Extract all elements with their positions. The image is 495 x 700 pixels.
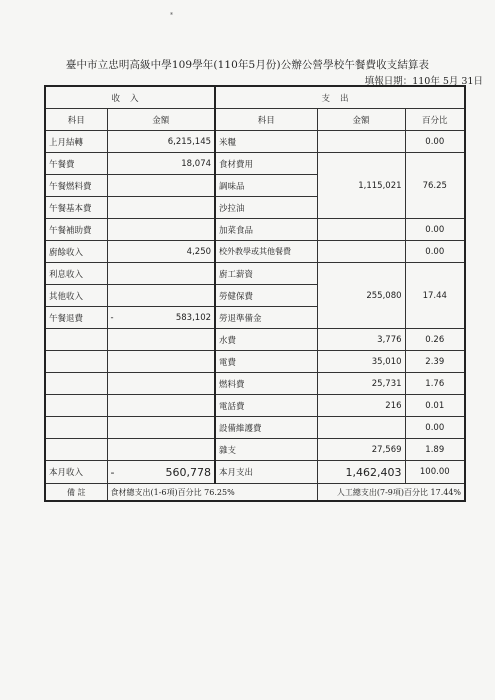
refund-minus-sign: - <box>110 312 114 323</box>
expense-percent: 0.00 <box>405 219 465 241</box>
expense-item: 米糧 <box>215 131 317 153</box>
income-total-minus-sign: - <box>110 465 115 479</box>
expense-amount: 25,731 <box>317 373 405 395</box>
expense-item: 調味品 <box>215 175 317 197</box>
scan-mark: * <box>170 12 173 19</box>
income-header: 收入 <box>45 86 215 109</box>
expense-amount: 3,776 <box>317 329 405 351</box>
income-item <box>45 439 107 461</box>
expense-item-header: 科目 <box>215 109 317 131</box>
income-item: 其他收入 <box>45 285 107 307</box>
income-item: 午餐費 <box>45 153 107 175</box>
income-total-value: 560,778 <box>165 465 212 479</box>
expense-percent: 0.26 <box>405 329 465 351</box>
page-title: 臺中市立忠明高級中學109學年(110年5月份)公辦公營學校午餐費收支結算表 <box>65 59 430 71</box>
expense-item: 勞健保費 <box>215 285 317 307</box>
income-amount <box>107 175 215 197</box>
expense-item: 勞退準備金 <box>215 307 317 329</box>
table-row <box>45 351 465 373</box>
table-row <box>45 219 465 241</box>
expense-item: 設備維護費 <box>215 417 317 439</box>
income-item: 午餐基本費 <box>45 197 107 219</box>
income-item: 午餐退費 <box>45 307 107 329</box>
settlement-table <box>44 85 466 502</box>
income-item: 廚餘收入 <box>45 241 107 263</box>
income-amount <box>107 439 215 461</box>
income-amount <box>107 219 215 241</box>
food-remark: 食材總支出(1-6項)百分比 76.25% <box>107 484 317 502</box>
food-total-amount: 1,115,021 <box>317 153 405 219</box>
expense-percent: 0.00 <box>405 241 465 263</box>
income-amount <box>107 263 215 285</box>
expense-item: 沙拉油 <box>215 197 317 219</box>
remarks-label: 備 註 <box>45 484 107 502</box>
income-total-amount <box>107 461 215 484</box>
expense-item: 水費 <box>215 329 317 351</box>
expense-item: 電話費 <box>215 395 317 417</box>
labor-remark: 人工總支出(7-9項)百分比 17.44% <box>317 484 465 502</box>
income-amount <box>107 285 215 307</box>
expense-amount: 27,569 <box>317 439 405 461</box>
expense-percent: 0.01 <box>405 395 465 417</box>
fill-date: 填報日期：110年 5月 31日 <box>364 76 483 87</box>
totals-row <box>45 461 465 484</box>
expense-amount <box>317 417 405 439</box>
table-row <box>45 329 465 351</box>
income-item <box>45 373 107 395</box>
expense-item: 加菜食品 <box>215 219 317 241</box>
income-amount <box>107 373 215 395</box>
income-item <box>45 351 107 373</box>
income-amount: 6,215,145 <box>107 131 215 153</box>
income-item: 午餐燃料費 <box>45 175 107 197</box>
expense-amount <box>317 219 405 241</box>
remarks-row <box>45 484 465 502</box>
income-item: 利息收入 <box>45 263 107 285</box>
income-amount <box>107 307 215 329</box>
income-total-label: 本月收入 <box>45 461 107 484</box>
expense-item: 電費 <box>215 351 317 373</box>
table-row <box>45 263 465 285</box>
income-amount <box>107 395 215 417</box>
expense-percent: 0.00 <box>405 131 465 153</box>
income-amount-header: 金額 <box>107 109 215 131</box>
expense-item: 廚工薪資 <box>215 263 317 285</box>
income-item <box>45 417 107 439</box>
expense-item: 雜支 <box>215 439 317 461</box>
expense-item: 燃料費 <box>215 373 317 395</box>
expense-amount-header: 金額 <box>317 109 405 131</box>
expense-amount <box>317 131 405 153</box>
income-item: 上月結轉 <box>45 131 107 153</box>
expense-percent-header: 百分比 <box>405 109 465 131</box>
income-item-header: 科目 <box>45 109 107 131</box>
income-amount <box>107 329 215 351</box>
income-amount <box>107 417 215 439</box>
expense-amount <box>317 241 405 263</box>
expense-percent: 1.76 <box>405 373 465 395</box>
income-item <box>45 329 107 351</box>
expense-item: 食材費用 <box>215 153 317 175</box>
table-row <box>45 439 465 461</box>
expense-amount: 35,010 <box>317 351 405 373</box>
column-header-row <box>45 109 465 131</box>
section-header-row <box>45 86 465 109</box>
table-row <box>45 417 465 439</box>
expense-total-label: 本月支出 <box>215 461 317 484</box>
table-row <box>45 241 465 263</box>
labor-total-percent: 17.44 <box>405 263 465 329</box>
labor-total-amount: 255,080 <box>317 263 405 329</box>
income-amount: 4,250 <box>107 241 215 263</box>
income-item <box>45 395 107 417</box>
food-total-percent: 76.25 <box>405 153 465 219</box>
expense-amount: 216 <box>317 395 405 417</box>
expense-total-percent: 100.00 <box>405 461 465 484</box>
table-row <box>45 395 465 417</box>
expense-total-amount: 1,462,403 <box>317 461 405 484</box>
table-row <box>45 153 465 175</box>
expense-item: 校外教學或其他餐費 <box>215 241 317 263</box>
expense-percent: 1.89 <box>405 439 465 461</box>
income-amount: 18,074 <box>107 153 215 175</box>
table-row <box>45 131 465 153</box>
expense-percent: 0.00 <box>405 417 465 439</box>
table-row <box>45 373 465 395</box>
income-amount <box>107 351 215 373</box>
refund-amount-value: 583,102 <box>175 312 212 323</box>
expense-percent: 2.39 <box>405 351 465 373</box>
income-amount <box>107 197 215 219</box>
income-item: 午餐補助費 <box>45 219 107 241</box>
expense-header: 支出 <box>215 86 465 109</box>
